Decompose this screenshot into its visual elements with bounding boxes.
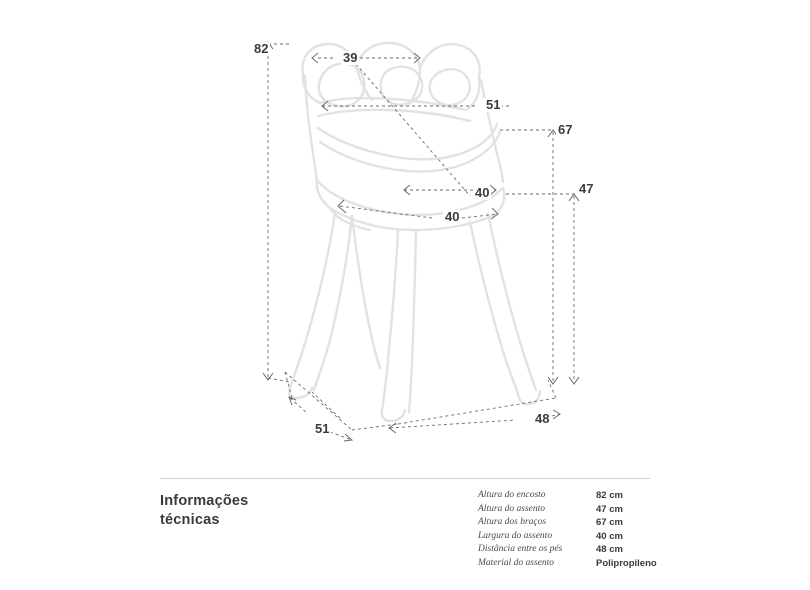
dimension-label-arm-width: 51 [486, 97, 501, 112]
spec-name: Distância entre os pés [478, 544, 563, 554]
technical-information-section [0, 470, 810, 590]
table-row [478, 544, 663, 558]
dimension-label-arm-height: 67 [558, 122, 573, 137]
dimension-label-back-height: 82 [254, 41, 269, 56]
dimension-label-seat-depth: 40 [475, 185, 490, 200]
spec-name: Altura do assento [478, 503, 546, 514]
table-row [478, 504, 663, 518]
section-divider [160, 478, 650, 479]
dimension-label-seat-width: 40 [445, 209, 460, 224]
spec-value: 47 cm [596, 503, 623, 515]
spec-name: Altura do encosto [478, 490, 546, 500]
dimension-label-feet-distance: 48 [535, 411, 550, 426]
spec-value: 67 cm [596, 517, 623, 528]
dimension-label-back-width: 39 [343, 50, 358, 65]
table-row [478, 531, 663, 545]
table-row [478, 490, 663, 504]
table-row [478, 558, 663, 572]
dimension-label-feet-distance-side: 51 [315, 421, 330, 436]
spec-value: 40 cm [596, 530, 623, 542]
spec-value: 82 cm [596, 490, 623, 501]
section-title-line1: Informações [160, 493, 249, 509]
table-row [478, 517, 663, 531]
spec-name: Largura do assento [478, 530, 553, 541]
dimension-label-seat-height: 47 [579, 181, 594, 196]
spec-value: 48 cm [596, 544, 623, 555]
section-title-line2: técnicas [160, 512, 220, 528]
spec-name: Altura dos braços [478, 517, 547, 527]
spec-table [478, 490, 663, 571]
section-title [160, 492, 400, 530]
spec-name: Material do assento [478, 557, 554, 568]
spec-value: Polipropileno [596, 557, 657, 569]
